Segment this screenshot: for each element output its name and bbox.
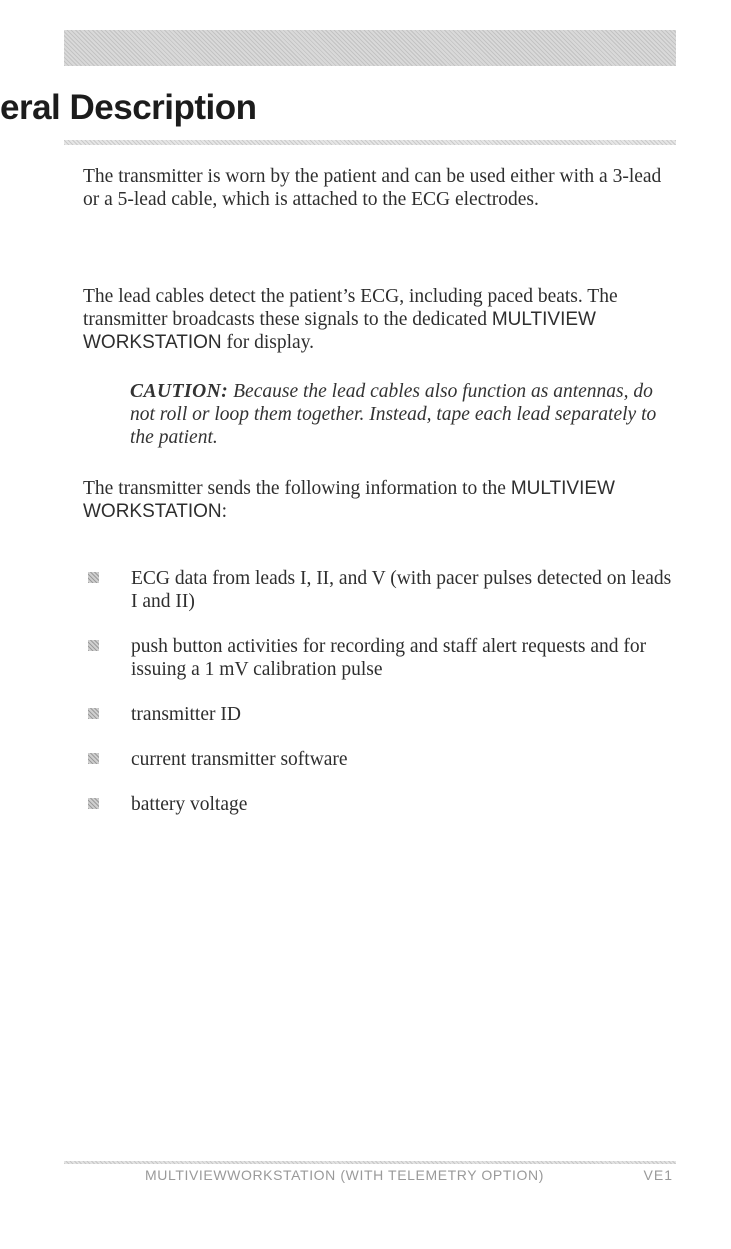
lead-cables-text-end: for display.: [226, 332, 315, 353]
footer-title: MULTIVIEWWORKSTATION (WITH TELEMETRY OPTION): [145, 1167, 544, 1183]
lead-cables-text: The lead cables detect the patient’s ECG, including paced beats. The transmitter broadcasts these signals to the dedicated: [83, 286, 618, 330]
information-text-end: :: [221, 501, 228, 522]
bullet-square-icon: [88, 640, 99, 651]
header-bar: [64, 30, 676, 66]
list-item: [83, 703, 678, 726]
bullet-square-icon: [88, 572, 99, 583]
caution-text: Because the lead cables also function as antennas, do not roll or loop them together. Instead, tape each lead separately to the patient.: [130, 381, 657, 448]
list-item: [83, 635, 678, 681]
footer-rule: [64, 1161, 676, 1164]
bullet-square-icon: [88, 708, 99, 719]
caution-note: [130, 380, 675, 449]
bullet-square-icon: [88, 798, 99, 809]
list-item: [83, 793, 678, 816]
list-item-text: ECG data from leads I, II, and V (with pacer pulses detected on leads I and II): [131, 568, 672, 612]
information-paragraph: [83, 477, 678, 523]
list-item: [83, 748, 678, 771]
product-name: MULTIVIEW WORKSTATION: [83, 478, 615, 522]
product-name: MULTIVIEW WORKSTATION: [83, 309, 596, 353]
page-number: VE1: [643, 1167, 673, 1183]
list-item-text: battery voltage: [131, 794, 248, 815]
bullet-square-icon: [88, 753, 99, 764]
lead-cables-paragraph: [83, 285, 678, 354]
information-list: [83, 567, 678, 838]
list-item-text: transmitter ID: [131, 704, 241, 725]
page-heading: eral Description: [0, 88, 257, 127]
list-item-text: current transmitter software: [131, 749, 348, 770]
list-item: [83, 567, 678, 613]
list-item-text: push button activities for recording and staff alert requests and for issuing a 1 mV calibration pulse: [131, 636, 647, 680]
information-text: The transmitter sends the following information to the: [83, 478, 506, 499]
intro-paragraph: The transmitter is worn by the patient and can be used either with a 3-lead or a 5-lead cable, which is attached to the ECG electrodes.: [83, 166, 662, 210]
heading-rule: [64, 140, 676, 145]
caution-label: CAUTION:: [130, 381, 229, 402]
